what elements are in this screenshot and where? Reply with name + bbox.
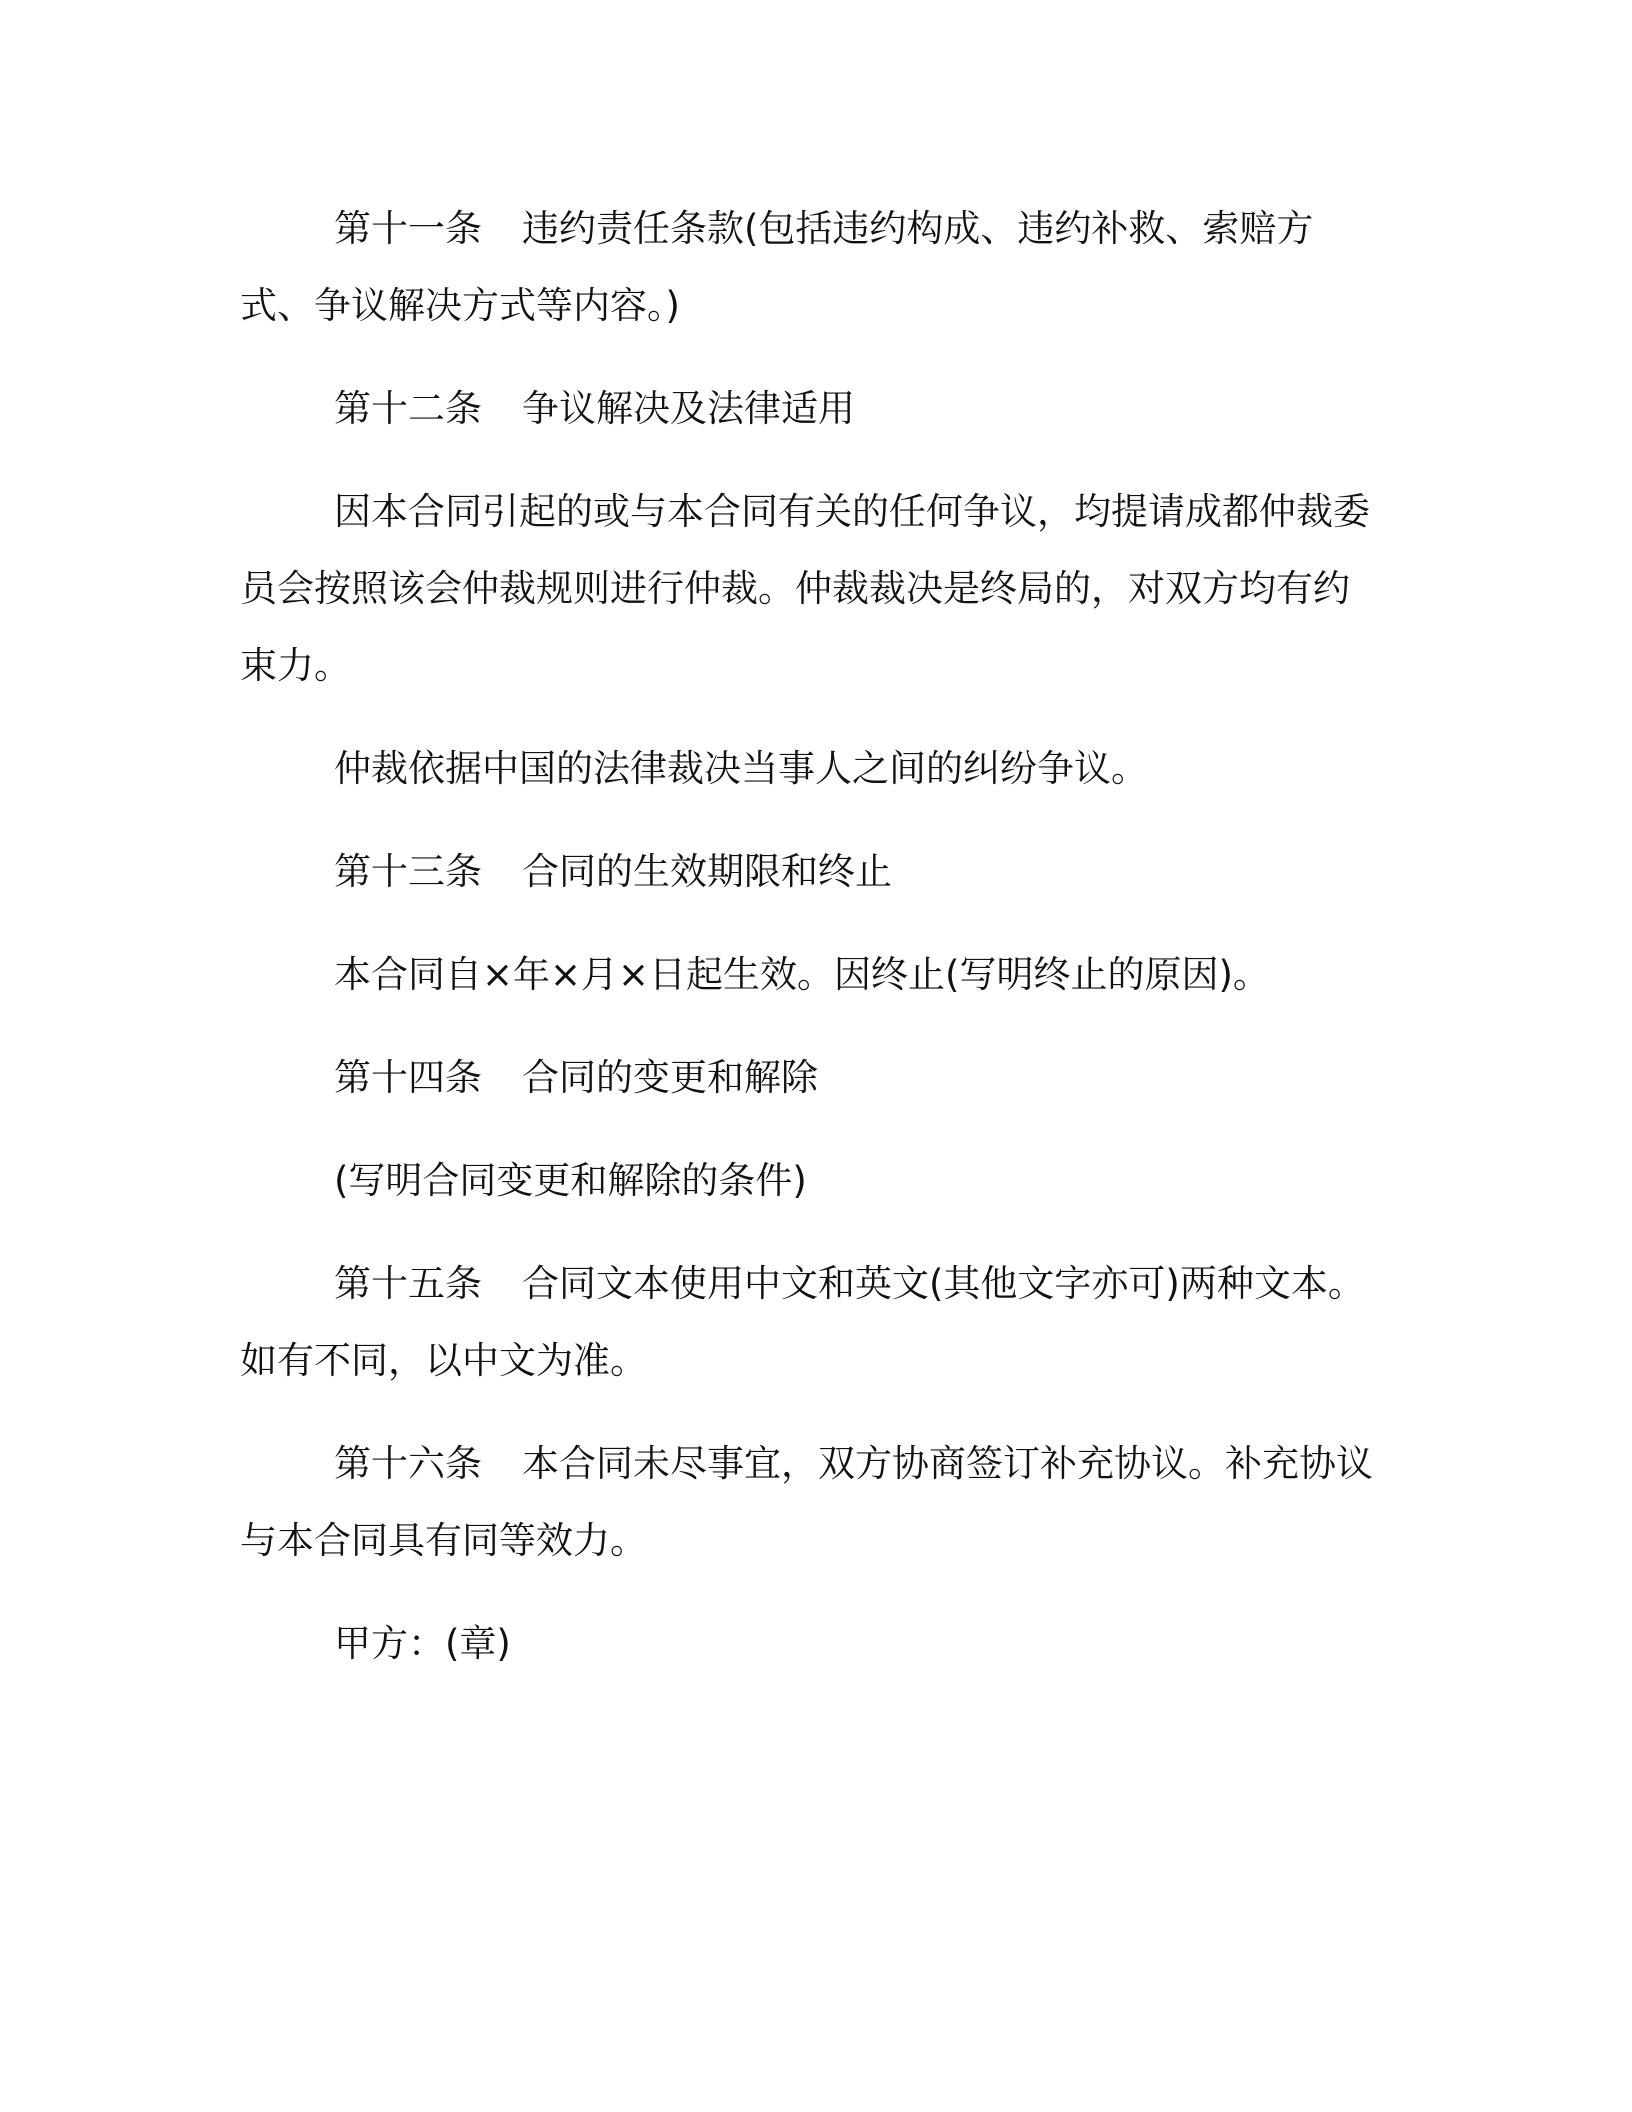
article-number: 第十一条 (334, 207, 482, 250)
governing-law-clause (240, 730, 1380, 807)
article-15 (240, 1245, 1380, 1399)
article-number: 第十四条 (334, 1056, 482, 1099)
article-number: 第十二条 (334, 387, 482, 430)
paragraph-text: 因本合同引起的或与本合同有关的任何争议，均提请成都仲裁委员会按照该会仲裁规则进行仲裁。仲裁裁决是终局的，对双方均有约束力。 (240, 490, 1370, 687)
arbitration-clause (240, 473, 1380, 704)
paragraph-text: (写明合同变更和解除的条件) (334, 1159, 807, 1202)
effective-date-clause (240, 936, 1380, 1013)
signature-label: 甲方：(章) (334, 1622, 511, 1665)
article-11 (240, 190, 1380, 344)
article-text: 合同的变更和解除 (522, 1056, 818, 1099)
article-text: 违约责任条款(包括违约构成、违约补救、索赔方式、争议解决方式等内容。) (240, 207, 1314, 327)
article-14 (240, 1039, 1380, 1116)
article-16 (240, 1425, 1380, 1579)
paragraph-text: 仲裁依据中国的法律裁决当事人之间的纠纷争议。 (334, 747, 1148, 790)
article-text: 争议解决及法律适用 (522, 387, 855, 430)
article-number: 第十五条 (334, 1262, 482, 1305)
article-text: 合同的生效期限和终止 (522, 850, 892, 893)
paragraph-text: 本合同自×年×月×日起生效。因终止(写明终止的原因)。 (334, 953, 1270, 996)
document-body (240, 190, 1380, 1708)
amendment-conditions (240, 1142, 1380, 1219)
article-number: 第十六条 (334, 1442, 482, 1485)
article-12 (240, 370, 1380, 447)
article-13 (240, 833, 1380, 910)
article-text: 本合同未尽事宜，双方协商签订补充协议。补充协议与本合同具有同等效力。 (240, 1442, 1373, 1562)
article-number: 第十三条 (334, 850, 482, 893)
article-text: 合同文本使用中文和英文(其他文字亦可)两种文本。如有不同，以中文为准。 (240, 1262, 1365, 1382)
party-a-signature (240, 1605, 1380, 1682)
